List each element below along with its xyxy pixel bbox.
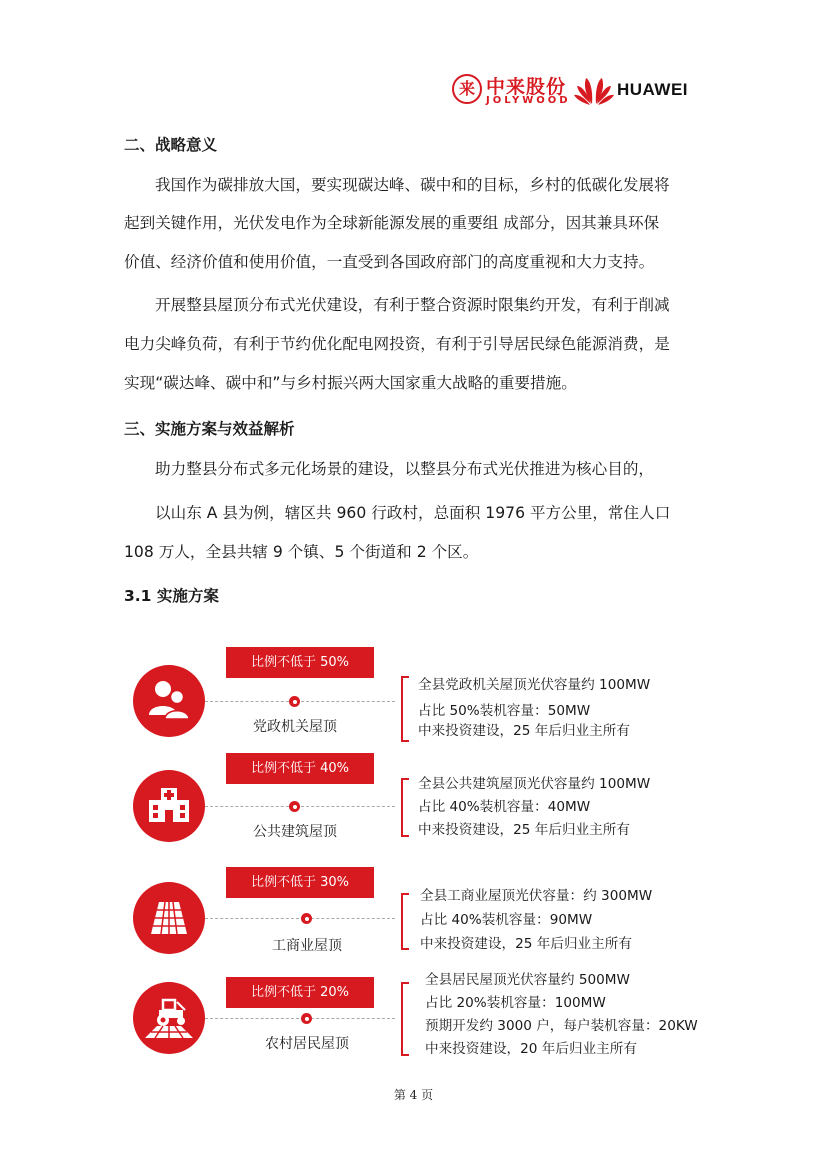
section2-title: 二、战略意义 [124,136,218,154]
connector-dot [289,696,300,707]
plan-detail: 中来投资建设，25 年后归业主所有 [418,822,630,838]
section3-title: 三、实施方案与效益解析 [124,420,295,438]
connector-dot [289,801,300,812]
huawei-logo [573,74,701,108]
jolywood-logo [452,74,571,108]
plan-detail: 全县工商业屋顶光伏容量：约 300MW [420,888,653,904]
section3-p2-line2: 108 万人，全县共辖 9 个镇、5 个街道和 2 个区。 [124,543,479,561]
connector-line [205,806,395,807]
plan-icon-circle [133,882,205,954]
jolywood-cn-name: 中来股份 [486,76,567,98]
huawei-petal-icon [573,74,615,106]
section3-p1: 助力整县分布式多元化场景的建设，以整县分布式光伏推进为核心目的， [155,460,655,478]
jolywood-mark: 来 [452,74,482,104]
plan-label: 公共建筑屋顶 [253,824,337,840]
plan-label: 农村居民屋顶 [265,1036,349,1052]
hospital-icon [133,770,205,842]
people-icon [133,665,205,737]
plan-detail: 全县公共建筑屋顶光伏容量约 100MW [418,776,651,792]
plan-detail: 占比 20%装机容量：100MW [425,995,606,1011]
plan-detail: 全县党政机关屋顶光伏容量约 100MW [418,677,651,693]
plan-detail: 占比 40%装机容量：40MW [418,799,591,815]
huawei-wordmark: HUAWEI [617,80,688,99]
section2-p2-line3: 实现“碳达峰、碳中和”与乡村振兴两大国家重大战略的重要措施。 [124,374,577,392]
connector-dot [301,913,312,924]
connector-line [205,1018,395,1019]
detail-bracket [401,893,409,950]
solar-panel-icon [133,882,205,954]
plan-icon-circle [133,770,205,842]
section2-p2-line1: 开展整县屋顶分布式光伏建设，有利于整合资源时限集约开发，有利于削减 [155,296,670,314]
detail-bracket [401,676,409,742]
plan-icon-circle [133,665,205,737]
section31-title: 3.1 实施方案 [124,587,219,605]
section2-p1-line2: 起到关键作用，光伏发电作为全球新能源发展的重要组 成部分，因其兼具环保 [124,214,660,232]
section2-p2-line2: 电力尖峰负荷，有利于节约优化配电网投资，有利于引导居民绿色能源消费，是 [124,335,670,353]
plan-detail: 占比 50%装机容量：50MW [418,703,591,719]
plan-detail: 占比 40%装机容量：90MW [420,912,593,928]
plan-detail: 中来投资建设，25 年后归业主所有 [418,723,630,739]
detail-bracket [401,778,409,837]
page-number: 第 4 页 [393,1088,434,1102]
plan-detail: 预期开发约 3000 户，每户装机容量：20KW [425,1018,698,1034]
section2-p1-line3: 价值、经济价值和使用价值，一直受到各国政府部门的高度重视和大力支持。 [124,253,655,271]
ratio-badge: 比例不低于 50% [226,647,374,678]
plan-detail: 中来投资建设，25 年后归业主所有 [420,936,632,952]
section2-p1-line1: 我国作为碳排放大国，要实现碳达峰、碳中和的目标，乡村的低碳化发展将 [155,176,670,194]
section3-p2-line1: 以山东 A 县为例，辖区共 960 行政村，总面积 1976 平方公里，常住人口 [155,504,671,522]
plan-icon-circle [133,982,205,1054]
plan-detail: 全县居民屋顶光伏容量约 500MW [425,972,630,988]
ratio-badge: 比例不低于 20% [226,977,374,1008]
connector-line [205,918,395,919]
ratio-badge: 比例不低于 30% [226,867,374,898]
detail-bracket [401,982,409,1056]
ratio-badge: 比例不低于 40% [226,753,374,784]
connector-dot [301,1013,312,1024]
plan-detail: 中来投资建设，20 年后归业主所有 [425,1041,637,1057]
tractor-field-icon [133,982,205,1054]
jolywood-en-name: JOLYWOOD [486,95,571,106]
plan-label: 党政机关屋顶 [253,719,337,735]
connector-line [205,701,395,702]
plan-label: 工商业屋顶 [272,938,342,954]
